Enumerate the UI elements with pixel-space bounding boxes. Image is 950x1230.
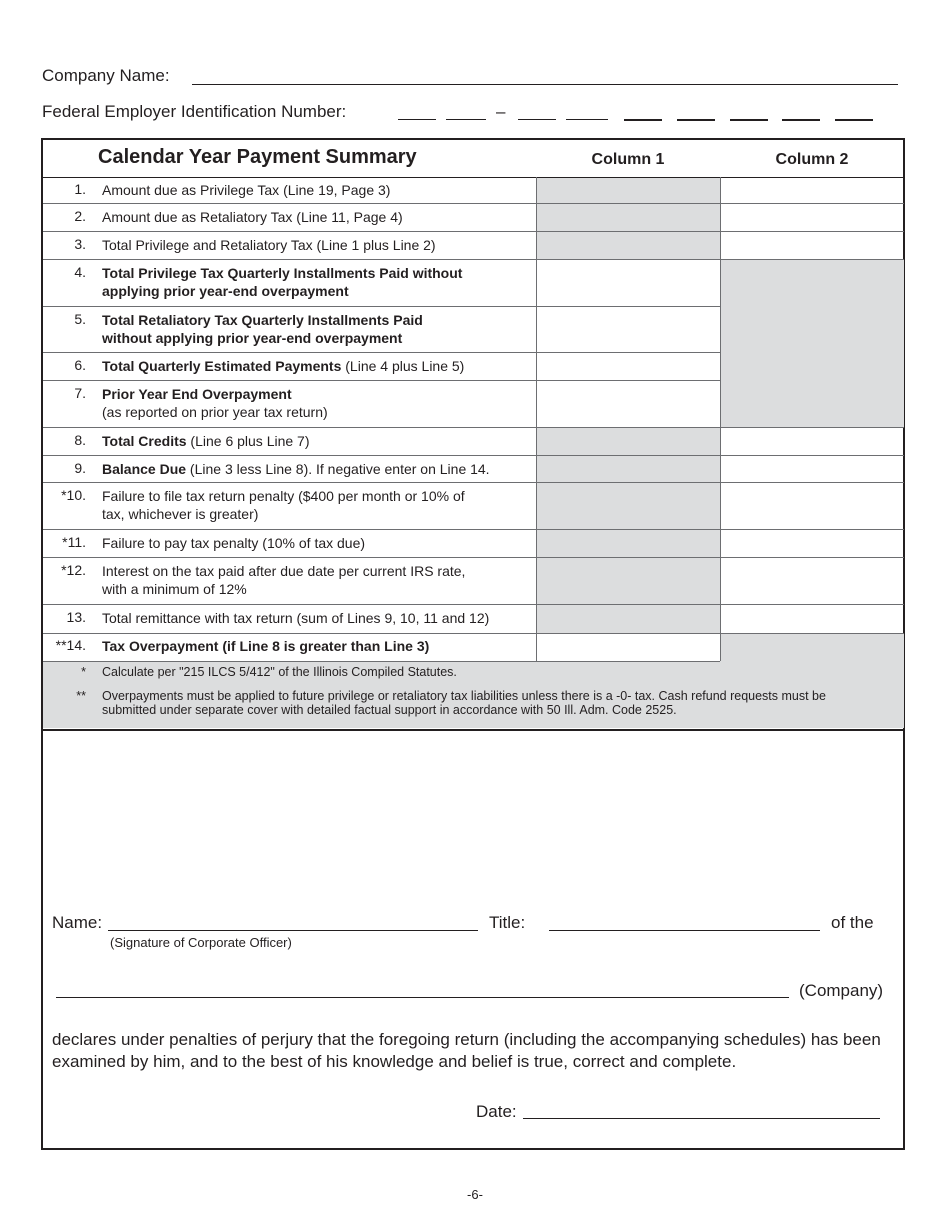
line-14-column-1-input[interactable] [537,634,720,661]
page-number: -6- [467,1187,483,1202]
date-label: Date: [476,1102,517,1121]
line-1-column-2-input[interactable] [721,178,904,203]
column-1-header: Column 1 [591,151,665,168]
line-2-column-2-input[interactable] [721,204,904,231]
line-11-column-2-input[interactable] [721,530,904,557]
fein-dash: – [496,102,506,121]
col2-shade-row-14 [720,633,904,661]
signature-caption: (Signature of Corporate Officer) [110,935,292,950]
company-field[interactable] [56,997,789,998]
company-name-label: Company Name: [42,66,170,85]
line-3-column-2-input[interactable] [721,232,904,259]
title-label: Title: [489,913,526,932]
table-title: Calendar Year Payment Summary [98,146,417,168]
signature-field[interactable] [108,930,478,931]
company-label: (Company) [799,981,884,1000]
col2-shade-rows-4-7 [720,259,904,427]
column-2-header: Column 2 [775,151,849,168]
of-the-label: of the [831,913,874,932]
line-8-column-2-input[interactable] [721,428,904,455]
title-field[interactable] [549,930,820,931]
fein-label: Federal Employer Identification Number: [42,102,347,121]
col1-shade-rows-8-13 [536,427,720,633]
line-10-column-2-input[interactable] [721,483,904,529]
date-field[interactable] [523,1118,880,1119]
line-4-column-1-input[interactable] [537,260,720,306]
line-13-column-2-input[interactable] [721,605,904,633]
col1-shade-rows-1-3 [536,177,720,259]
line-7-column-1-input[interactable] [537,381,720,427]
line-5-column-1-input[interactable] [537,307,720,352]
line-9-column-2-input[interactable] [721,456,904,482]
line-12-column-2-input[interactable] [721,558,904,604]
company-name-field[interactable] [192,84,898,85]
line-6-column-1-input[interactable] [537,353,720,380]
name-label: Name: [52,913,103,932]
declaration-text: declares under penalties of perjury that the foregoing return (including the accompanying schedules) has been examined by him, and to the best of his knowledge and belief is true, correct and complete. [52,1030,881,1071]
